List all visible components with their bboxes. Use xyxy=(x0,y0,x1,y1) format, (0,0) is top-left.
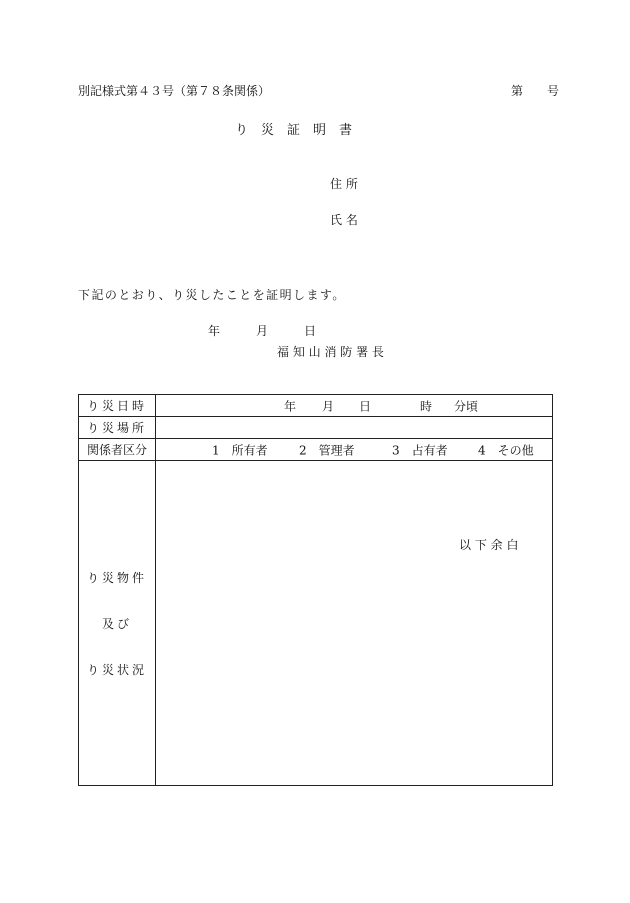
month-unit: 月 xyxy=(322,399,335,413)
day-unit: 日 xyxy=(359,399,372,413)
blank-below-note: 以 下 余 白 xyxy=(459,538,519,552)
option-manager[interactable]: 2 管理者 xyxy=(299,443,355,457)
option-owner[interactable]: 1 所有者 xyxy=(212,443,268,457)
location-cell[interactable] xyxy=(156,417,553,439)
party-category-label: 関係者区分 xyxy=(79,439,156,461)
address-label: 住 所 xyxy=(330,177,358,191)
minute-unit: 分頃 xyxy=(454,399,479,413)
document-number-label: 第 号 xyxy=(511,84,560,98)
property-label-line2: 及び xyxy=(101,617,132,631)
form-number: 別記様式第４３号（第７８条関係） xyxy=(78,84,271,98)
name-label: 氏 名 xyxy=(330,213,358,227)
certification-statement: 下記のとおり、り災したことを証明します。 xyxy=(78,288,346,302)
issuer-name: 福 知 山 消 防 署 長 xyxy=(277,345,384,359)
property-label-line3: り災状況 xyxy=(86,663,147,677)
disaster-info-table xyxy=(78,394,553,786)
hour-unit: 時 xyxy=(420,399,433,413)
property-label-line1: り災物件 xyxy=(86,571,147,585)
table-row-party-category xyxy=(79,439,553,461)
property-status-label-cell xyxy=(79,461,156,786)
datetime-cell[interactable] xyxy=(156,395,553,417)
location-label: り災場所 xyxy=(79,417,156,439)
year-unit: 年 xyxy=(284,399,297,413)
option-occupant[interactable]: 3 占有者 xyxy=(392,443,448,457)
table-row-datetime xyxy=(79,395,553,417)
document-title: り 災 証 明 書 xyxy=(235,123,353,138)
datetime-label: り災日時 xyxy=(79,395,156,417)
option-other[interactable]: 4 その他 xyxy=(478,443,534,457)
table-row-location xyxy=(79,417,553,439)
party-category-cell[interactable] xyxy=(156,439,553,461)
table-row-property-status xyxy=(79,461,553,786)
issue-date: 年 月 日 xyxy=(208,324,317,338)
property-status-content[interactable] xyxy=(156,461,553,786)
